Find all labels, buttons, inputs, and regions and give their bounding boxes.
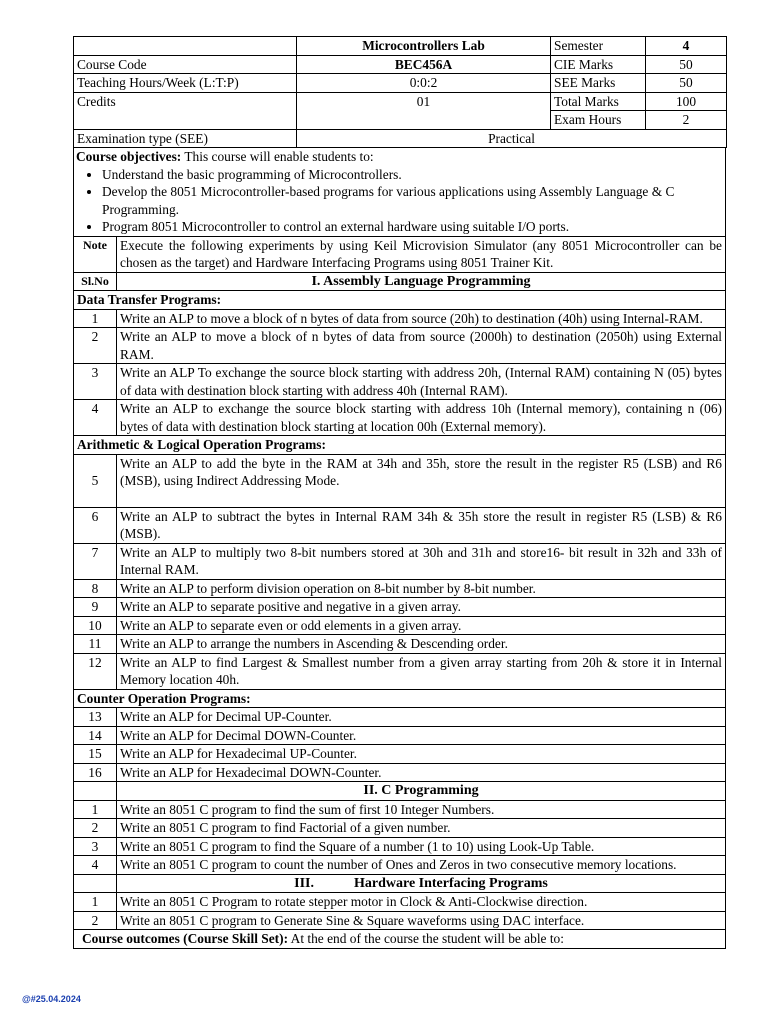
table-row: 3 Write an ALP To exchange the source block starting with address 20h, (Internal RAM) containing N (05) bytes of data with destination block starting with address 40h (Internal RAM). xyxy=(74,364,726,400)
see-marks-value: 50 xyxy=(646,74,727,93)
slno-header: Sl.No xyxy=(74,272,117,291)
table-row: 1 Write an 8051 C Program to rotate stepper motor in Clock & Anti-Clockwise direction. xyxy=(74,893,726,912)
note-label: Note xyxy=(74,236,117,272)
table-row: 9 Write an ALP to separate positive and negative in a given array. xyxy=(74,598,726,617)
course-code-value: BEC456A xyxy=(297,55,551,74)
course-title: Microcontrollers Lab xyxy=(297,37,551,56)
cie-marks-label: CIE Marks xyxy=(551,55,646,74)
table-row: 13 Write an ALP for Decimal UP-Counter. xyxy=(74,708,726,727)
credits-value: 01 xyxy=(297,92,551,129)
page-footer-stamp: @#25.04.2024 xyxy=(22,994,81,1004)
total-marks-label: Total Marks xyxy=(551,92,646,111)
section-1-title: I. Assembly Language Programming xyxy=(117,272,726,291)
credits-label: Credits xyxy=(74,92,297,129)
table-row: 7 Write an ALP to multiply two 8-bit numbers stored at 30h and 31h and store16- bit result in 32h and 33h of Internal RAM. xyxy=(74,543,726,579)
table-row: 2 Write an 8051 C program to Generate Sine & Square waveforms using DAC interface. xyxy=(74,911,726,930)
exam-hours-label: Exam Hours xyxy=(551,111,646,130)
table-row: 4 Write an ALP to exchange the source block starting with address 10h (Internal memory), containing n (06) bytes of data with destination block starting at location 00h (External memory). xyxy=(74,400,726,436)
course-info-table xyxy=(73,36,727,148)
cie-marks-value: 50 xyxy=(646,55,727,74)
list-item: • Program 8051 Microcontroller to control an external hardware using suitable I/O ports. xyxy=(102,218,723,236)
table-row: 14 Write an ALP for Decimal DOWN-Counter. xyxy=(74,726,726,745)
table-row: 6 Write an ALP to subtract the bytes in Internal RAM 34h & 35h store the result in register R5 (LSB) & R6 (MSB). xyxy=(74,507,726,543)
table-row: 16 Write an ALP for Hexadecimal DOWN-Counter. xyxy=(74,763,726,782)
exam-hours-value: 2 xyxy=(646,111,727,130)
section-3-title: III. Hardware Interfacing Programs xyxy=(117,874,726,893)
outcomes-text: At the end of the course the student will be able to: xyxy=(288,931,564,946)
course-outcomes xyxy=(74,930,726,949)
semester-value: 4 xyxy=(646,37,727,56)
outcomes-lead: Course outcomes (Course Skill Set): xyxy=(82,931,289,946)
see-marks-label: SEE Marks xyxy=(551,74,646,93)
table-row: 1 Write an ALP to move a block of n bytes of data from source (20h) to destination (40h) using Internal-RAM. xyxy=(74,309,726,328)
table-row: 12 Write an ALP to find Largest & Smallest number from a given array starting from 20h & store it in Internal Memory location 40h. xyxy=(74,653,726,689)
note-text: Execute the following experiments by using Keil Microvision Simulator (any 8051 Microcontroller can be chosen as the target) and Hardware Interfacing Programs using 8051 Trainer Kit. xyxy=(117,236,726,272)
table-row: 2 Write an 8051 C program to find Factorial of a given number. xyxy=(74,819,726,838)
list-item: • Develop the 8051 Microcontroller-based programs for various applications using Assembly Language & C Programming. xyxy=(102,183,723,218)
objectives-lead: Course objectives: xyxy=(76,149,182,164)
syllabus-table xyxy=(73,147,726,949)
exam-type-label: Examination type (SEE) xyxy=(74,129,297,148)
table-row: 10 Write an ALP to separate even or odd elements in a given array. xyxy=(74,616,726,635)
objectives-list xyxy=(76,166,723,236)
table-row: 3 Write an 8051 C program to find the Square of a number (1 to 10) using Look-Up Table. xyxy=(74,837,726,856)
objectives-intro: This course will enable students to: xyxy=(181,149,374,164)
list-item: • Understand the basic programming of Microcontrollers. xyxy=(102,166,723,184)
syllabus-page xyxy=(73,36,726,949)
course-objectives xyxy=(74,148,726,237)
table-row: 2 Write an ALP to move a block of n bytes of data from source (2000h) to destination (2050h) using External RAM. xyxy=(74,328,726,364)
section-2-title: II. C Programming xyxy=(117,782,726,801)
arithmetic-heading: Arithmetic & Logical Operation Programs: xyxy=(74,436,726,455)
table-row: 15 Write an ALP for Hexadecimal UP-Counter. xyxy=(74,745,726,764)
semester-label: Semester xyxy=(551,37,646,56)
table-row: 5 Write an ALP to add the byte in the RAM at 34h and 35h, store the result in the register R5 (LSB) and R6 (MSB), using Indirect Addressing Mode. xyxy=(74,454,726,507)
table-row: 11 Write an ALP to arrange the numbers in Ascending & Descending order. xyxy=(74,635,726,654)
table-row: 1 Write an 8051 C program to find the sum of first 10 Integer Numbers. xyxy=(74,800,726,819)
counter-heading: Counter Operation Programs: xyxy=(74,689,726,708)
total-marks-value: 100 xyxy=(646,92,727,111)
exam-type-value: Practical xyxy=(297,129,727,148)
table-row: 4 Write an 8051 C program to count the number of Ones and Zeros in two consecutive memory locations. xyxy=(74,856,726,875)
teaching-hours-value: 0:0:2 xyxy=(297,74,551,93)
data-transfer-heading: Data Transfer Programs: xyxy=(74,291,726,310)
teaching-hours-label: Teaching Hours/Week (L:T:P) xyxy=(74,74,297,93)
course-code-label: Course Code xyxy=(74,55,297,74)
table-row: 8 Write an ALP to perform division operation on 8-bit number by 8-bit number. xyxy=(74,579,726,598)
